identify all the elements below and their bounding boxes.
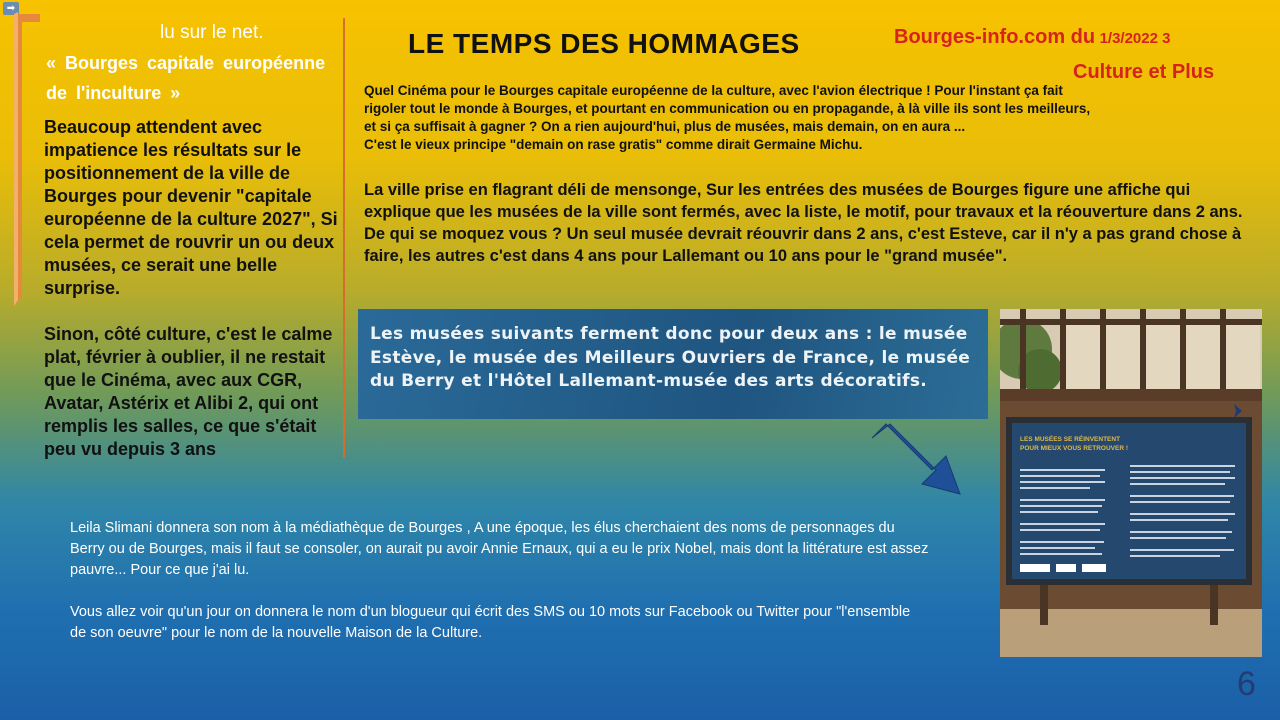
nav-arrow-icon[interactable]: ➡ <box>3 2 19 15</box>
photo-illustration <box>1000 309 1262 657</box>
source-date: 1/3/2022 3 <box>1099 30 1171 47</box>
left-paragraph-2: Sinon, côté culture, c'est le calme plat, février à oublier, il ne restait que le Cinéma, avec aux CGR, Avatar, Astérix et Alibi 2, qui ont remplis les salles, ce que s'était peu vu depuis 3 ans <box>44 324 333 459</box>
main-body-text: La ville prise en flagrant déli de mensonge, Sur les entrées des musées de Bourges figure une affiche qui explique que les musées de la ville sont fermés, avec la liste, le motif, pour travaux et la réouverture dans 2 ans. De qui se moquez vous ? Un seul musée devrait réouvrir dans 2 ans, c'est Esteve, car il n'y a pas grand chose à faire, les autres c'est dans 4 ans pour Lallemant ou 10 ans pour le "grand musée". <box>364 181 1243 265</box>
next-slide-arrow-icon[interactable] <box>1233 403 1243 419</box>
svg-text:POUR MIEUX VOUS RETROUVER !: POUR MIEUX VOUS RETROUVER ! <box>1020 445 1128 452</box>
page-number: 6 <box>1237 665 1256 703</box>
intro-line-4: C'est le vieux principe "demain on rase gratis" comme dirait Germaine Michu. <box>364 137 863 152</box>
tagline: lu sur le net. <box>160 22 264 43</box>
museum-poster-photo <box>1000 309 1262 657</box>
museum-closure-banner <box>358 309 988 419</box>
decorative-bracket <box>0 0 40 320</box>
bottom-commentary <box>70 518 930 665</box>
intro-line-1: Quel Cinéma pour le Bourges capitale européenne de la culture, avec l'avion électrique ! Pour l'instant ça fait <box>364 83 1063 98</box>
intro-text <box>364 82 1244 154</box>
quote-title: « Bourges capitale européenne de l'inculture » <box>46 53 326 103</box>
page-title: LE TEMPS DES HOMMAGES <box>408 28 800 59</box>
left-paragraph-1: Beaucoup attendent avec impatience les résultats sur le positionnement de la ville de Bourges pour devenir "capitale européenne de la culture 2027", Si cela permet de rouvrir un ou deux musées, ce serait une belle surprise. <box>44 117 338 298</box>
left-column <box>44 116 344 484</box>
source-site: Bourges-info.com du <box>894 26 1096 48</box>
intro-line-2: rigoler tout le monde à Bourges, et pourtant en communication ou en propagande, à là ville ils sont les meilleurs, <box>364 101 1091 116</box>
banner-text: Les musées suivants ferment donc pour deux ans : le musée Estève, le musée des Meilleurs Ouvriers de France, le musée du Berry et l'Hôtel Lallemant-musée des arts décoratifs. <box>370 324 971 391</box>
bottom-paragraph-2: Vous allez voir qu'un jour on donnera le nom d'un blogueur qui écrit des SMS ou 10 mots sur Facebook ou Twitter pour "l'ensemble de son oeuvre" pour le nom de la nouvelle Maison de la Culture. <box>70 604 911 641</box>
poster-heading: LES MUSÉES SE RÉINVENTENT <box>1020 436 1121 443</box>
pointing-arrow-icon <box>866 420 976 500</box>
intro-line-3: et si ça suffisait à gagner ? On a rien aujourd'hui, plus de musées, mais demain, on en aura ... <box>364 119 966 134</box>
source-line <box>894 26 1170 49</box>
bottom-paragraph-1: Leila Slimani donnera son nom à la médiathèque de Bourges , A une époque, les élus cherchaient des noms de personnages du Berry ou de Bourges, mais il faut se consoler, on aurait pu avoir Annie Ernaux, qui a eu le prix Nobel, mais dont la littérature est assez pauvre... Pour ce que j'ai lu. <box>70 520 929 578</box>
source-section: Culture et Plus <box>1073 61 1215 83</box>
